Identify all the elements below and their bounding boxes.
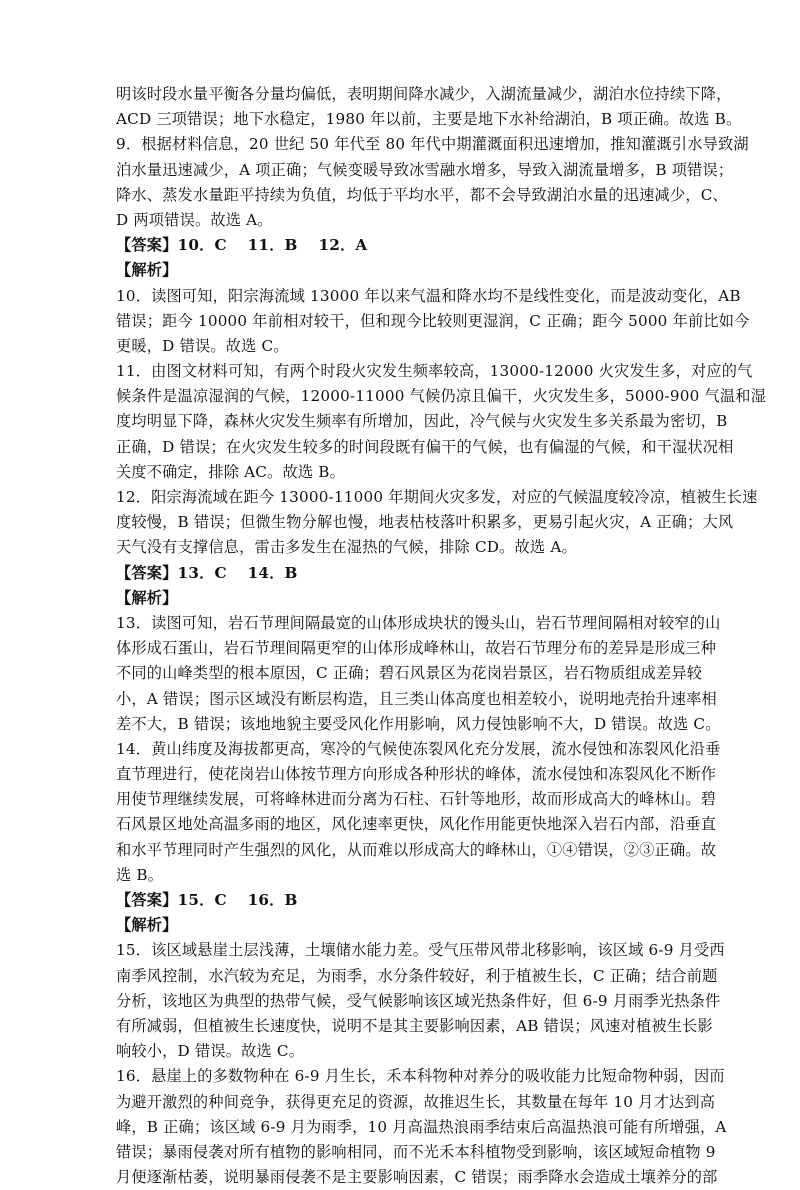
text-line: 错误；距今 10000 年前相对较干，但和现今比较则更湿润，C 正确；距今 5000 年前比如今 xyxy=(116,311,750,330)
text-line: 月便逐渐枯萎，说明暴雨侵袭不是主要影响因素，C 错误；雨季降水会造成土壤养分的部 xyxy=(116,1168,718,1187)
text-line: ACD 三项错误；地下水稳定，1980 年以前，主要是地下水补给湖泊，B 项正确。故选 B。 xyxy=(116,110,742,129)
text-line: 差不大，B 错误；该地地貌主要受风化作用影响，风力侵蚀影响不大，D 错误。故选 C。 xyxy=(116,714,721,733)
text-line: 为避开激烈的种间竞争，获得更充足的资源，故推迟生长，其数量在每年 10 月才达到高 xyxy=(116,1092,716,1111)
text-line: 峰，B 正确；该区域 6-9 月为雨季，10 月高温热浪雨季结束后高温热浪可能有所增强，A xyxy=(116,1117,727,1136)
text-line: 和水平节理同时产生强烈的风化，从而难以形成高大的峰林山，①④错误，②③正确。故 xyxy=(116,840,717,859)
answer-line: 【答案】10．C 11．B 12．A xyxy=(116,236,368,255)
text-line: 13．读图可知，岩石节理间隔最宽的山体形成块状的馒头山，岩石节理间隔相对较窄的山 xyxy=(116,613,721,632)
answer-line: 【答案】15．C 16．B xyxy=(116,891,298,909)
analysis-heading: 【解析】 xyxy=(116,261,178,280)
text-line: 体形成石蛋山，岩石节理间隔更窄的山体形成峰林山，故岩石节理分布的差异是形成三种 xyxy=(116,639,717,658)
text-line: 不同的山峰类型的根本原因，C 正确；碧石风景区为花岗岩景区，岩石物质组成差异较 xyxy=(116,664,703,683)
text-line: 11．由图文材料可知，有两个时段火灾发生频率较高，13000-12000 火灾发生多，对应的气 xyxy=(116,362,753,381)
text-line: 分析，该地区为典型的热带气候，受气候影响该区域光热条件好，但 6-9 月雨季光热条件 xyxy=(116,991,721,1010)
text-line: 直节理进行，使花岗岩山体按节理方向形成各种形状的峰体，流水侵蚀和冻裂风化不断作 xyxy=(116,765,717,784)
text-line: 天气没有支撑信息，雷击多发生在湿热的气候，排除 CD。故选 A。 xyxy=(116,538,577,557)
text-line: 南季风控制，水汽较为充足，为雨季，水分条件较好，利于植被生长，C 正确；结合前题 xyxy=(116,966,718,985)
text-line: 明该时段水量平衡各分量均偏低，表明期间降水减少，入湖流量减少，湖泊水位持续下降， xyxy=(116,85,732,103)
answer-line: 【答案】13．C 14．B xyxy=(116,563,298,582)
text-line: 选 B。 xyxy=(116,865,164,884)
text-line: D 两项错误。故选 A。 xyxy=(116,210,273,229)
text-line: 9．根据材料信息，20 世纪 50 年代至 80 年代中期灌溉面积迅速增加，推知灌溉引水导致湖 xyxy=(116,135,749,154)
text-line: 响较小，D 错误。故选 C。 xyxy=(116,1042,305,1061)
text-line: 度较慢，B 错误；但微生物分解也慢，地表枯枝落叶积累多，更易引起火灾，A 正确；大风 xyxy=(116,513,734,532)
analysis-heading: 【解析】 xyxy=(116,916,178,935)
text-line: 10．读图可知，阳宗海流域 13000 年以来气温和降水均不是线性变化，而是波动变化，AB xyxy=(116,286,741,305)
text-line: 泊水量迅速减少，A 项正确；气候变暖导致冰雪融水增多，导致入湖流量增多，B 项错误； xyxy=(116,160,734,179)
text-line: 用使节理继续发展，可将峰林进而分离为石柱、石针等地形，故而形成高大的峰林山。碧 xyxy=(116,790,717,809)
text-line: 更暖，D 错误。故选 C。 xyxy=(116,336,289,355)
text-line: 度均明显下降，森林火灾发生频率有所增加，因此，冷气候与火灾发生多关系最为密切，B xyxy=(116,412,728,431)
text-line: 15．该区域悬崖土层浅薄，土壤储水能力差。受气压带风带北移影响，该区域 6-9 月受西 xyxy=(116,941,725,960)
text-line: 14．黄山纬度及海拔都更高，寒冷的气候使冻裂风化充分发展，流水侵蚀和冻裂风化沿垂 xyxy=(116,739,721,758)
text-line: 小，A 错误；图示区域没有断层构造，且三类山体高度也相差较小，说明地壳抬升速率相 xyxy=(116,689,717,708)
text-line: 石风景区地处高温多雨的地区，风化速率更快，风化作用能更快地深入岩石内部，沿垂直 xyxy=(116,815,717,834)
text-line: 候条件是温凉湿润的气候，12000-11000 气候仍凉且偏干，火灾发生多，5000-900 气温和湿 xyxy=(116,387,767,406)
text-line: 关度不确定，排除 AC。故选 B。 xyxy=(116,462,346,481)
document-body xyxy=(116,82,767,1190)
text-line: 正确，D 错误；在火灾发生较多的时间段既有偏干的气候，也有偏湿的气候，和干湿状况相 xyxy=(116,437,734,456)
text-line: 16．悬崖上的多数物种在 6-9 月生长，禾本科物种对养分的吸收能力比短命物种弱，因而 xyxy=(116,1067,725,1086)
analysis-heading: 【解析】 xyxy=(116,588,178,607)
text-line: 12．阳宗海流域在距今 13000-11000 年期间火灾多发，对应的气候温度较冷凉，植被生长速 xyxy=(116,488,758,506)
text-line: 降水、蒸发水量距平持续为负值，均低于平均水平，都不会导致湖泊水量的迅速减少，C、 xyxy=(116,185,728,204)
text-line: 有所减弱，但植被生长速度快，说明不是其主要影响因素，AB 错误；风速对植被生长影 xyxy=(116,1016,713,1035)
text-line: 错误；暴雨侵袭对所有植物的影响相同，而不光禾本科植物受到影响，该区域短命植物 9 xyxy=(116,1142,716,1161)
